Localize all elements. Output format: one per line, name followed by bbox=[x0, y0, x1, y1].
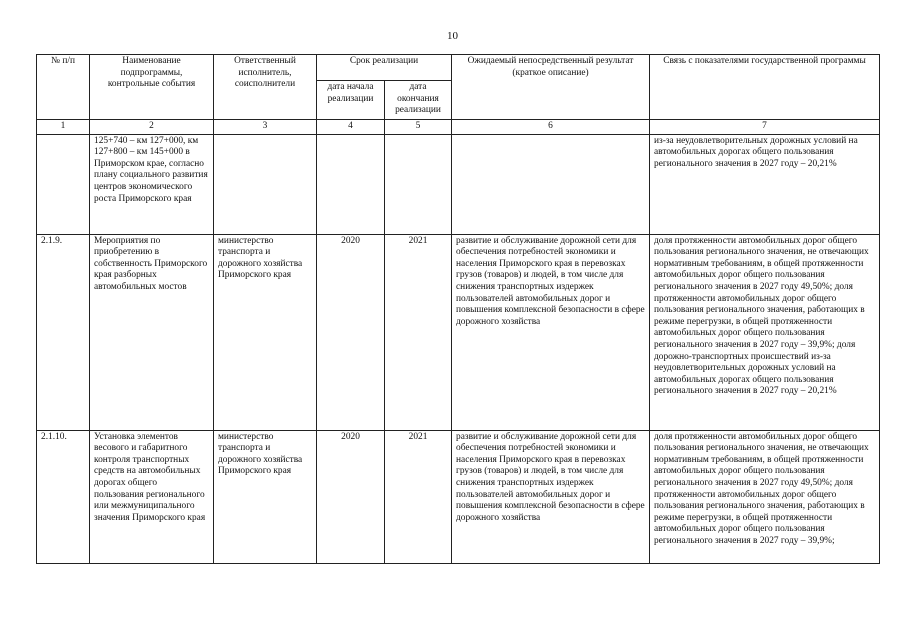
cell-end: 2021 bbox=[385, 430, 452, 563]
cell-link: доля протяженности автомобильных дорог общего пользования регионального значения, не отвечающих нормативным требованиям, в общей протяженности автомобильных дорог общего пользования регионального значения в 2027 году 49,50%; доля протяженности автомобильных дорог общего пользования регионального значения, работающих в режиме перегрузки, в общей протяженности автомобильных дорог общего пользования регионального значения в 2027 году – 39,9%; bbox=[650, 430, 880, 563]
column-number: 7 bbox=[650, 120, 880, 135]
column-number: 5 bbox=[385, 120, 452, 135]
cell-end: 2021 bbox=[385, 234, 452, 430]
cell-executor bbox=[214, 134, 317, 234]
header-num: № п/п bbox=[37, 55, 90, 120]
header-end: дата окончания реализации bbox=[385, 81, 452, 120]
column-number: 3 bbox=[214, 120, 317, 135]
cell-name: Мероприятия по приобретению в собственность Приморского края разборных автомобильных мостов bbox=[90, 234, 214, 430]
page-number: 10 bbox=[447, 30, 458, 42]
column-number: 4 bbox=[317, 120, 385, 135]
column-number: 1 bbox=[37, 120, 90, 135]
cell-start bbox=[317, 134, 385, 234]
cell-name: Установка элементов весового и габаритного контроля транспортных средств на автомобильных дорогах общего пользования регионального или межмуниципального значения Приморского края bbox=[90, 430, 214, 563]
cell-name: 125+740 – км 127+000, км 127+800 – км 145+000 в Приморском крае, согласно плану социального развития центров экономического роста Приморского края bbox=[90, 134, 214, 234]
cell-executor: министерство транспорта и дорожного хозяйства Приморского края bbox=[214, 234, 317, 430]
cell-result: развитие и обслуживание дорожной сети для обеспечения потребностей экономики и населения Приморского края в перевозках грузов (товаров) и людей, в том числе для снижения транспортных издержек пользователей автомобильных дорог и повышения комплексной безопасности в сфере дорожного хозяйства bbox=[452, 234, 650, 430]
cell-end bbox=[385, 134, 452, 234]
cell-start: 2020 bbox=[317, 234, 385, 430]
header-period: Срок реализации bbox=[317, 55, 452, 81]
header-row bbox=[37, 55, 880, 81]
cell-num: 2.1.9. bbox=[37, 234, 90, 430]
header-name: Наименование подпрограммы, контрольные события bbox=[90, 55, 214, 120]
header-start: дата начала реализации bbox=[317, 81, 385, 120]
cell-result: развитие и обслуживание дорожной сети для обеспечения потребностей экономики и населения Приморского края в перевозках грузов (товаров) и людей, в том числе для снижения транспортных издержек пользователей автомобильных дорог и повышения комплексной безопасности в сфере дорожного хозяйства bbox=[452, 430, 650, 563]
cell-num: 2.1.10. bbox=[37, 430, 90, 563]
cell-executor: министерство транспорта и дорожного хозяйства Приморского края bbox=[214, 430, 317, 563]
cell-link: из-за неудовлетворительных дорожных условий на автомобильных дорогах общего пользования регионального значения в 2027 году – 20,21% bbox=[650, 134, 880, 234]
cell-num bbox=[37, 134, 90, 234]
cell-link: доля протяженности автомобильных дорог общего пользования регионального значения, не отвечающих нормативным требованиям, в общей протяженности автомобильных дорог общего пользования регионального значения в 2027 году 49,50%; доля протяженности автомобильных дорог общего пользования регионального значения, работающих в режиме перегрузки, в общей протяженности автомобильных дорог общего пользования регионального значения в 2027 году – 39,9%; доля дорожно-транспортных происшествий из-за неудовлетворительных дорожных условий на автомобильных дорогах общего пользования регионального значения в 2027 году – 20,21% bbox=[650, 234, 880, 430]
table-row bbox=[37, 134, 880, 234]
header-link: Связь с показателями государственной программы bbox=[650, 55, 880, 120]
cell-result bbox=[452, 134, 650, 234]
header-executor: Ответственный исполнитель, соисполнители bbox=[214, 55, 317, 120]
table-row bbox=[37, 234, 880, 430]
header-result: Ожидаемый непосредственный результат (краткое описание) bbox=[452, 55, 650, 120]
table-row bbox=[37, 430, 880, 563]
program-table bbox=[36, 54, 880, 564]
column-number-row bbox=[37, 120, 880, 135]
column-number: 2 bbox=[90, 120, 214, 135]
column-number: 6 bbox=[452, 120, 650, 135]
cell-start: 2020 bbox=[317, 430, 385, 563]
